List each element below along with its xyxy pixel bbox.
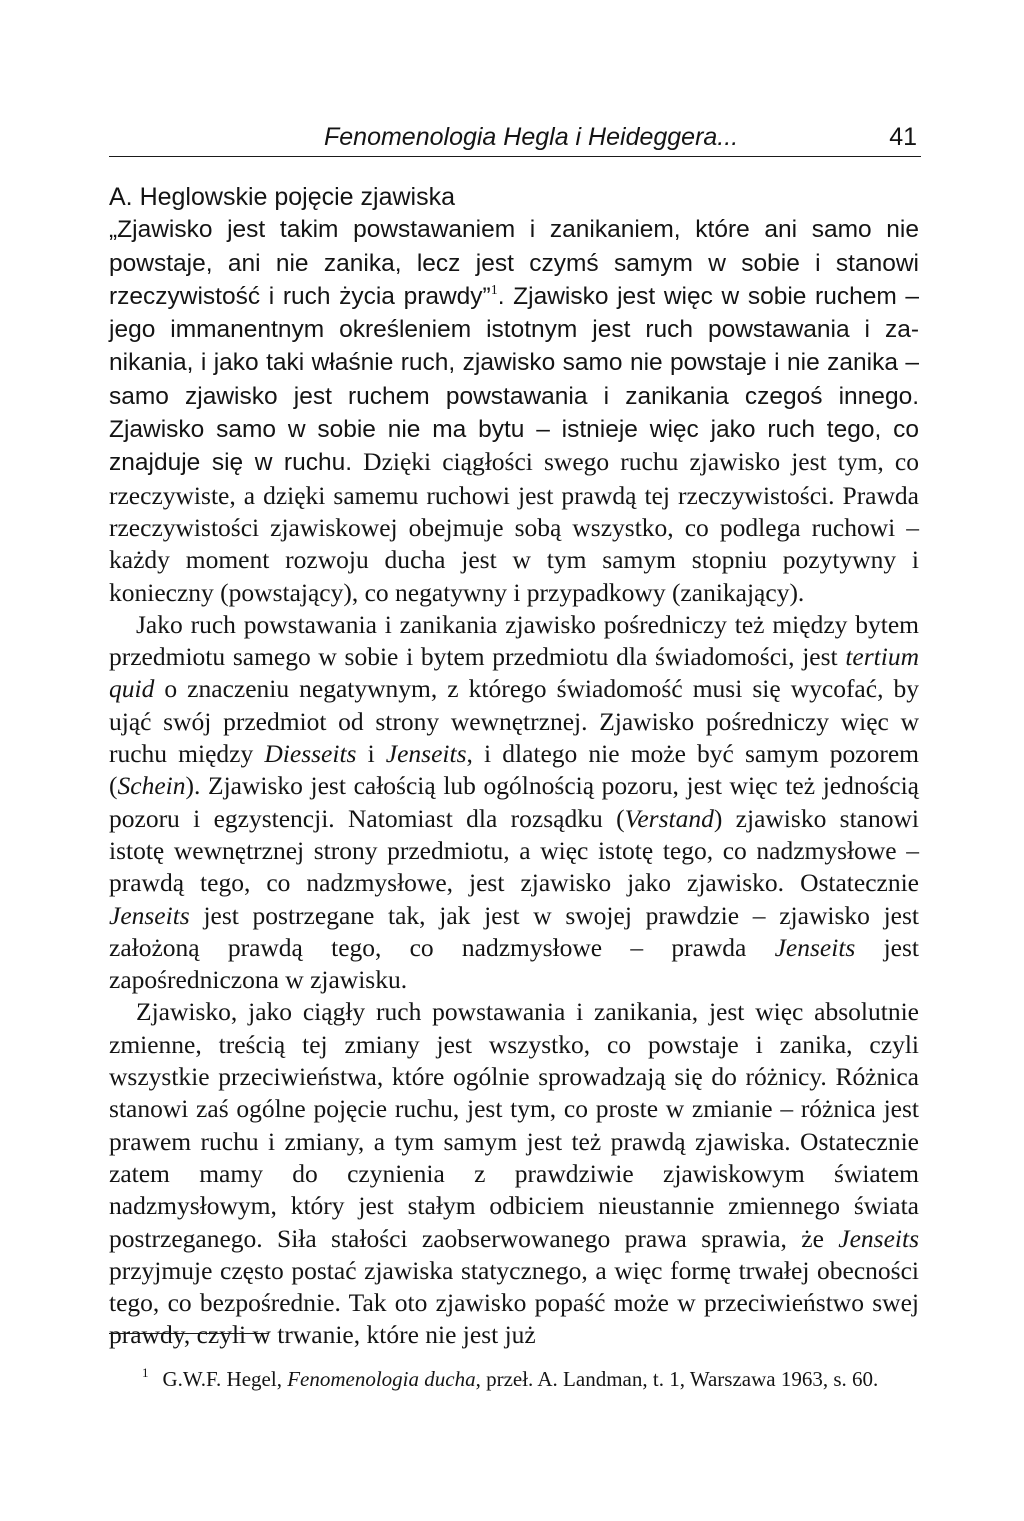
emphasis-diesseits: Diesseits (264, 739, 357, 769)
emphasis-verstand: Verstand (624, 803, 714, 833)
paragraph-2-text: Jako ruch powstawania i zanikania zjawisko pośredniczy też między bytem przedmiotu samego w sobie i bytem przedmiotu dla świadomości, jest (109, 609, 919, 672)
footnote-details: , przeł. A. Landman, t. 1, Warszawa 1963, s. 60. (475, 1367, 879, 1391)
paragraph-1-quote: „Zjawisko jest takim powstawaniem i zanikaniem, które ani samo nie powstaje, ani nie zanika, lecz jest czymś samym w sobie i stanowi rzeczywistość i ruch życia prawdy” (109, 216, 919, 310)
footnote-reference: 1 (490, 282, 498, 298)
paragraph-2 (109, 609, 919, 997)
footnote-mark: 1 (142, 1365, 149, 1380)
paragraph-1 (109, 213, 919, 609)
paragraph-1-text-cont: Dzięki ciągłości swego ruchu zjawisko jest tym, co rzeczywiste, a dzięki samemu ruchowi jest prawdą tej rzeczywistości. Prawda rzeczywistości zjawiskowej obejmuje sobą wszystko, co podlega ruchowi – każdy moment rozwoju ducha jest w tym samym stopniu pozytywny i konieczny (powstający), co negatywny i przypadkowy (zanikający). (109, 447, 919, 607)
emphasis-jenseits: Jenseits (385, 739, 467, 769)
paragraph-2-text: , i dlatego nie może być samym pozorem ( (109, 739, 919, 801)
paragraph-3 (109, 996, 919, 1351)
main-text (109, 181, 919, 1352)
paragraph-2-text: i (356, 739, 386, 769)
running-head (109, 118, 919, 156)
running-head-title: Fenomenologia Hegla i Heideggera... (324, 123, 739, 151)
emphasis-jenseits: Jenseits (109, 900, 190, 930)
footnote-rule (109, 1333, 269, 1334)
paragraph-3-text: Zjawisko, jako ciągły ruch powstawania i zanikania, jest więc absolutnie zmienne, treścią tej zmiany jest wszystko, co powstaje i zanika, czyli wszystkie przeciwieństwa, które ogólnie sprowadzają się do różnicy. Różnica stanowi zaś ogólne pojęcie ruchu, jest tym, co proste w zmianie – różnica jest prawem ruchu i zmiany, a tym samym jest też prawdą zjawiska. Ostatecznie zatem mamy do czynienia z prawdziwie zjawiskowym światem nadzmysłowym, który jest stałym odbiciem nieustannie zmiennego świata postrzeganego. Siła stałości zaobserwowanego prawa sprawia, że (109, 997, 919, 1253)
paragraph-1-text: . Zjawisko jest więc w sobie ruchem – jego immanentnym określeniem istotnym jest ruch powstawania i zanikania, i jako taki właśnie ruch, zjawisko samo nie powstaje i nie zanika – samo zjawisko jest ruchem powstawania i zanikania czegoś innego. Zjawisko samo w sobie nie ma bytu – istnieje więc jako ruch tego, co znajduje się w ruchu. (109, 282, 919, 477)
page-number: 41 (889, 123, 917, 151)
emphasis-jenseits: Jenseits (774, 932, 856, 962)
header-rule (109, 156, 921, 157)
paragraph-2-text: jest postrzegane tak, jak jest w swojej prawdzie – zjawisko jest założoną prawdą tego, co nadzmysłowe – prawda (109, 900, 919, 962)
section-heading: A. Heglowskie pojęcie zjawiska (109, 183, 455, 211)
footnote-book-title: Fenomenologia ducha (287, 1367, 476, 1391)
paragraph-2-text: ) zjawisko stanowi istotę wewnętrznej strony przedmiotu, a więc istotę tego, co nadzmysłowe – prawdą tego, co nadzmysłowe, jest zjawisko jako zjawisko. Ostatecznie (109, 803, 919, 898)
paragraph-2-text: ). Zjawisko jest całością lub ogólnością pozoru, jest więc też jednością pozoru i egzystencji. Natomiast dla rozsądku ( (109, 771, 919, 833)
paragraph-2-text: jest zapośredniczona w zjawisku. (109, 932, 919, 995)
emphasis-jenseits: Jenseits (838, 1223, 919, 1253)
paragraph-3-text: przyjmuje często postać zjawiska statycznego, a więc formę trwałej obecności tego, co bezpośrednie. Tak oto zjawisko popaść może w przeciwieństwo swej prawdy, czyli w trwanie, które nie jest już (109, 1255, 919, 1350)
book-page (109, 0, 921, 1521)
emphasis-schein: Schein (117, 771, 186, 801)
emphasis-tertium-quid: tertium quid (109, 642, 919, 704)
footnote-author: G.W.F. Hegel, (162, 1367, 288, 1391)
paragraph-2-text: o znaczeniu negatywnym, z którego świadomość musi się wycofać, by ująć swój przedmiot od strony wewnętrznej. Zjawisko pośredniczy więc w ruchu między (109, 674, 919, 769)
footnote (142, 1358, 932, 1394)
